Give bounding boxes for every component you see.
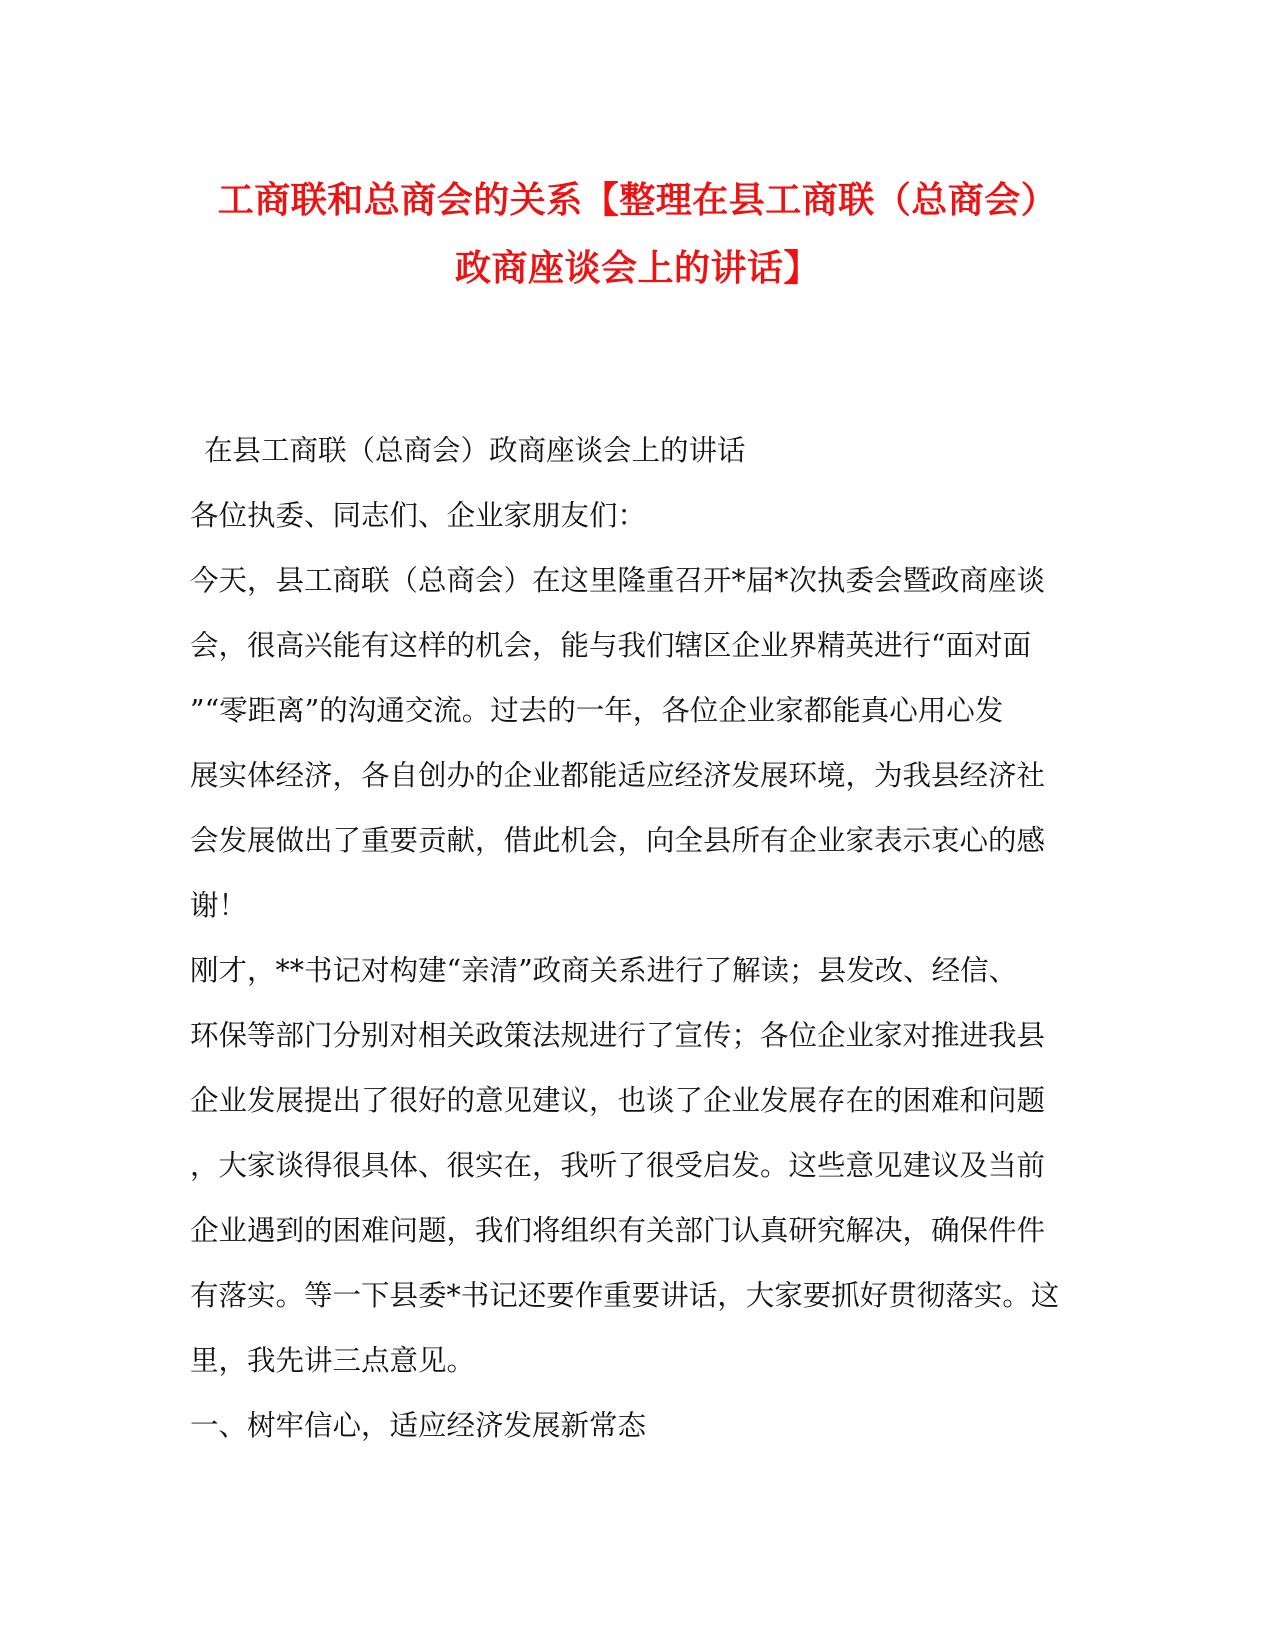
body-line: ”“零距离”的沟通交流。过去的一年，各位企业家都能真心用心发 (190, 694, 1004, 727)
body-line: 今天，县工商联（总商会）在这里隆重召开*届*次执委会暨政商座谈 (190, 564, 1046, 597)
document-title (150, 166, 1125, 302)
body-line: 企业发展提出了很好的意见建议，也谈了企业发展存在的困难和问题 (190, 1084, 1046, 1117)
body-line: 环保等部门分别对相关政策法规进行了宣传；各位企业家对推进我县 (190, 1019, 1046, 1052)
body-line: 里，我先讲三点意见。 (190, 1344, 476, 1377)
title-line: 政商座谈会上的讲话】 (454, 247, 820, 289)
body-line: 会，很高兴能有这样的机会，能与我们辖区企业界精英进行“面对面 (190, 629, 1032, 662)
body-line: ，大家谈得很具体、很实在，我听了很受启发。这些意见建议及当前 (190, 1149, 1046, 1182)
section-heading: 一、树牢信心，适应经济发展新常态 (190, 1409, 647, 1442)
salutation: 各位执委、同志们、企业家朋友们： (190, 499, 647, 532)
document-body (190, 418, 1090, 1458)
body-line: 有落实。等一下县委*书记还要作重要讲话，大家要抓好贯彻落实。这 (190, 1279, 1060, 1312)
speech-heading: 在县工商联（总商会）政商座谈会上的讲话 (204, 434, 746, 467)
body-line: 会发展做出了重要贡献，借此机会，向全县所有企业家表示衷心的感 (190, 824, 1046, 857)
body-line: 谢！ (190, 889, 248, 922)
body-line: 企业遇到的困难问题，我们将组织有关部门认真研究解决，确保件件 (190, 1214, 1046, 1247)
body-line: 展实体经济，各自创办的企业都能适应经济发展环境，为我县经济社 (190, 759, 1046, 792)
title-line: 工商联和总商会的关系【整理在县工商联（总商会） (217, 179, 1058, 221)
body-line: 刚才，**书记对构建“亲清”政商关系进行了解读；县发改、经信、 (190, 954, 1018, 987)
